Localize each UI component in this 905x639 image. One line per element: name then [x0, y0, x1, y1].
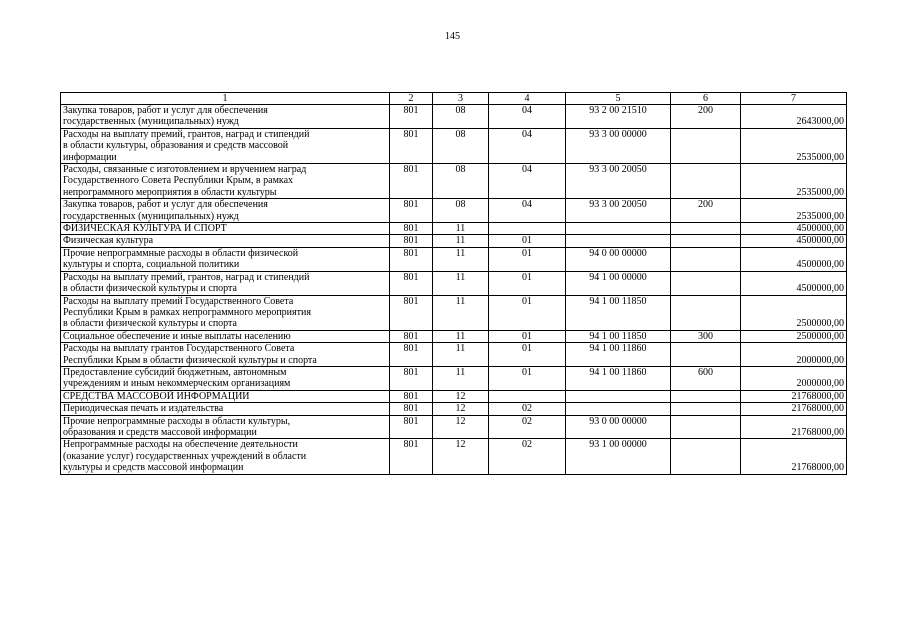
header-col-1: 1 — [61, 93, 390, 105]
row-code-subsection: 01 — [489, 247, 566, 271]
row-code-subsection: 01 — [489, 271, 566, 295]
row-code-section: 11 — [433, 247, 489, 271]
row-code-target — [566, 223, 671, 235]
row-code-subsection: 01 — [489, 235, 566, 247]
row-name — [61, 439, 390, 474]
row-code-subsection — [489, 223, 566, 235]
row-code-target: 94 1 00 11860 — [566, 343, 671, 367]
row-name-line: информации — [63, 151, 117, 163]
row-sum: 4500000,00 — [741, 271, 847, 295]
row-name — [61, 366, 390, 390]
row-name-line: Социальное обеспечение и иные выплаты населению — [63, 330, 291, 342]
row-name-line: Прочие непрограммные расходы в области физической — [63, 247, 299, 259]
page-number: 145 — [445, 31, 460, 42]
row-sum: 2500000,00 — [741, 330, 847, 342]
header-col-4: 4 — [489, 93, 566, 105]
row-code-section: 12 — [433, 439, 489, 474]
header-col-7: 7 — [741, 93, 847, 105]
row-code-grbs: 801 — [390, 271, 433, 295]
row-code-subsection: 01 — [489, 366, 566, 390]
header-col-2: 2 — [390, 93, 433, 105]
row-name-line: Республики Крым в области физической культуры и спорта — [63, 354, 317, 366]
row-code-target: 93 3 00 20050 — [566, 199, 671, 223]
row-code-grbs: 801 — [390, 366, 433, 390]
row-sum: 21768000,00 — [741, 415, 847, 439]
row-code-target — [566, 235, 671, 247]
row-code-subsection: 02 — [489, 403, 566, 415]
row-name-line: образования и средств массовой информации — [63, 426, 257, 438]
row-code-section: 12 — [433, 403, 489, 415]
row-code-expense-type — [671, 223, 741, 235]
row-code-section: 11 — [433, 223, 489, 235]
row-name-line: Республики Крым в рамках непрограммного мероприятия — [63, 306, 311, 318]
row-code-expense-type: 300 — [671, 330, 741, 342]
row-name — [61, 164, 390, 199]
row-name-line: Предоставление субсидий бюджетным, автономным — [63, 366, 287, 378]
row-code-subsection: 01 — [489, 330, 566, 342]
row-code-grbs: 801 — [390, 199, 433, 223]
row-code-section: 11 — [433, 366, 489, 390]
row-name — [61, 105, 390, 129]
row-name — [61, 343, 390, 367]
row-code-section: 11 — [433, 235, 489, 247]
row-sum: 21768000,00 — [741, 403, 847, 415]
header-col-3: 3 — [433, 93, 489, 105]
row-name-line: Непрограммные расходы на обеспечение деятельности — [63, 439, 298, 451]
row-code-expense-type — [671, 295, 741, 330]
table-row — [61, 105, 847, 129]
row-code-grbs: 801 — [390, 128, 433, 163]
row-code-section: 08 — [433, 105, 489, 129]
row-code-expense-type — [671, 235, 741, 247]
row-code-grbs: 801 — [390, 223, 433, 235]
row-name — [61, 295, 390, 330]
row-code-target: 94 1 00 11860 — [566, 366, 671, 390]
row-sum: 4500000,00 — [741, 223, 847, 235]
row-name — [61, 415, 390, 439]
row-code-grbs: 801 — [390, 105, 433, 129]
row-name-line: Расходы на выплату премий, грантов, наград и стипендий — [63, 271, 310, 283]
row-code-expense-type — [671, 439, 741, 474]
row-code-expense-type — [671, 343, 741, 367]
table-row — [61, 330, 847, 342]
row-code-expense-type — [671, 128, 741, 163]
row-name-line: Расходы на выплату премий Государственного Совета — [63, 295, 294, 307]
table-row — [61, 295, 847, 330]
row-sum: 2535000,00 — [741, 199, 847, 223]
row-code-grbs: 801 — [390, 247, 433, 271]
row-name-line: государственных (муниципальных) нужд — [63, 210, 239, 222]
row-code-target: 93 2 00 21510 — [566, 105, 671, 129]
table-row — [61, 235, 847, 247]
row-name-line: Прочие непрограммные расходы в области культуры, — [63, 415, 291, 427]
row-code-section: 11 — [433, 343, 489, 367]
row-code-expense-type: 200 — [671, 199, 741, 223]
row-code-section: 11 — [433, 295, 489, 330]
table-row — [61, 366, 847, 390]
row-code-grbs: 801 — [390, 235, 433, 247]
row-name — [61, 330, 390, 342]
row-name-line: Физическая культура — [63, 235, 154, 247]
table-row — [61, 271, 847, 295]
row-name — [61, 235, 390, 247]
row-name-line: Закупка товаров, работ и услуг для обеспечения — [63, 199, 268, 211]
row-code-expense-type: 200 — [671, 105, 741, 129]
row-sum: 2000000,00 — [741, 366, 847, 390]
row-name-line: СРЕДСТВА МАССОВОЙ ИНФОРМАЦИИ — [63, 390, 250, 402]
table-row — [61, 439, 847, 474]
row-name-line: ФИЗИЧЕСКАЯ КУЛЬТУРА И СПОРТ — [63, 223, 227, 235]
row-code-target — [566, 403, 671, 415]
row-code-expense-type — [671, 271, 741, 295]
table-row — [61, 390, 847, 402]
row-name-line: Расходы на выплату грантов Государственного Совета — [63, 343, 295, 355]
row-code-subsection: 04 — [489, 128, 566, 163]
table-header-row — [61, 93, 847, 105]
row-code-section: 12 — [433, 415, 489, 439]
row-code-subsection: 01 — [489, 295, 566, 330]
row-code-target: 93 1 00 00000 — [566, 439, 671, 474]
row-name-line: Периодическая печать и издательства — [63, 403, 224, 415]
row-code-grbs: 801 — [390, 295, 433, 330]
row-name — [61, 128, 390, 163]
row-code-grbs: 801 — [390, 390, 433, 402]
row-sum: 21768000,00 — [741, 390, 847, 402]
row-name — [61, 271, 390, 295]
row-sum: 21768000,00 — [741, 439, 847, 474]
row-code-target: 93 3 00 00000 — [566, 128, 671, 163]
row-name-line: (оказание услуг) государственных учреждений в области — [63, 450, 307, 462]
row-code-subsection: 02 — [489, 439, 566, 474]
row-code-expense-type — [671, 390, 741, 402]
row-code-grbs: 801 — [390, 415, 433, 439]
row-code-expense-type — [671, 415, 741, 439]
row-name-line: Расходы на выплату премий, грантов, наград и стипендий — [63, 128, 310, 140]
row-code-subsection: 01 — [489, 343, 566, 367]
row-code-subsection: 02 — [489, 415, 566, 439]
row-code-expense-type — [671, 403, 741, 415]
row-name — [61, 403, 390, 415]
row-name-line: в области физической культуры и спорта — [63, 283, 237, 295]
row-name-line: культуры и средств массовой информации — [63, 462, 244, 474]
row-name-line: учреждениям и иным некоммерческим организациям — [63, 378, 291, 390]
row-name-line: государственных (муниципальных) нужд — [63, 116, 239, 128]
row-name — [61, 247, 390, 271]
budget-table — [60, 92, 847, 475]
row-name-line: непрограммного мероприятия в области культуры — [63, 186, 277, 198]
row-code-section: 08 — [433, 164, 489, 199]
row-name-line: Расходы, связанные с изготовлением и вручением наград — [63, 164, 307, 176]
row-sum: 2500000,00 — [741, 295, 847, 330]
table-row — [61, 415, 847, 439]
row-code-target: 94 0 00 00000 — [566, 247, 671, 271]
row-name-line: Закупка товаров, работ и услуг для обеспечения — [63, 105, 268, 116]
row-code-section: 11 — [433, 330, 489, 342]
row-code-target: 93 3 00 20050 — [566, 164, 671, 199]
row-code-expense-type — [671, 247, 741, 271]
row-name-line: в области физической культуры и спорта — [63, 318, 237, 330]
table-row — [61, 199, 847, 223]
row-code-target — [566, 390, 671, 402]
row-sum: 4500000,00 — [741, 235, 847, 247]
table-row — [61, 128, 847, 163]
row-code-section: 12 — [433, 390, 489, 402]
row-code-grbs: 801 — [390, 343, 433, 367]
table-row — [61, 223, 847, 235]
row-code-section: 11 — [433, 271, 489, 295]
row-sum: 2643000,00 — [741, 105, 847, 129]
row-name-line: в области культуры, образования и средств массовой — [63, 140, 289, 152]
row-name — [61, 390, 390, 402]
row-sum: 2000000,00 — [741, 343, 847, 367]
row-code-expense-type — [671, 164, 741, 199]
row-name — [61, 223, 390, 235]
row-code-target: 94 1 00 11850 — [566, 330, 671, 342]
row-code-subsection: 04 — [489, 199, 566, 223]
row-name-line: Государственного Совета Республики Крым, в рамках — [63, 175, 294, 187]
row-code-grbs: 801 — [390, 330, 433, 342]
table-row — [61, 343, 847, 367]
row-sum: 2535000,00 — [741, 128, 847, 163]
row-code-section: 08 — [433, 199, 489, 223]
row-name — [61, 199, 390, 223]
row-code-subsection: 04 — [489, 105, 566, 129]
row-code-target: 94 1 00 11850 — [566, 295, 671, 330]
row-code-expense-type: 600 — [671, 366, 741, 390]
row-code-grbs: 801 — [390, 403, 433, 415]
row-code-target: 93 0 00 00000 — [566, 415, 671, 439]
row-code-subsection: 04 — [489, 164, 566, 199]
row-sum: 4500000,00 — [741, 247, 847, 271]
row-code-target: 94 1 00 00000 — [566, 271, 671, 295]
row-name-line: культуры и спорта, социальной политики — [63, 259, 240, 271]
row-code-grbs: 801 — [390, 439, 433, 474]
row-sum: 2535000,00 — [741, 164, 847, 199]
row-code-section: 08 — [433, 128, 489, 163]
table-row — [61, 164, 847, 199]
header-col-5: 5 — [566, 93, 671, 105]
budget-table-body — [61, 93, 847, 475]
table-row — [61, 247, 847, 271]
header-col-6: 6 — [671, 93, 741, 105]
table-row — [61, 403, 847, 415]
row-code-subsection — [489, 390, 566, 402]
row-code-grbs: 801 — [390, 164, 433, 199]
